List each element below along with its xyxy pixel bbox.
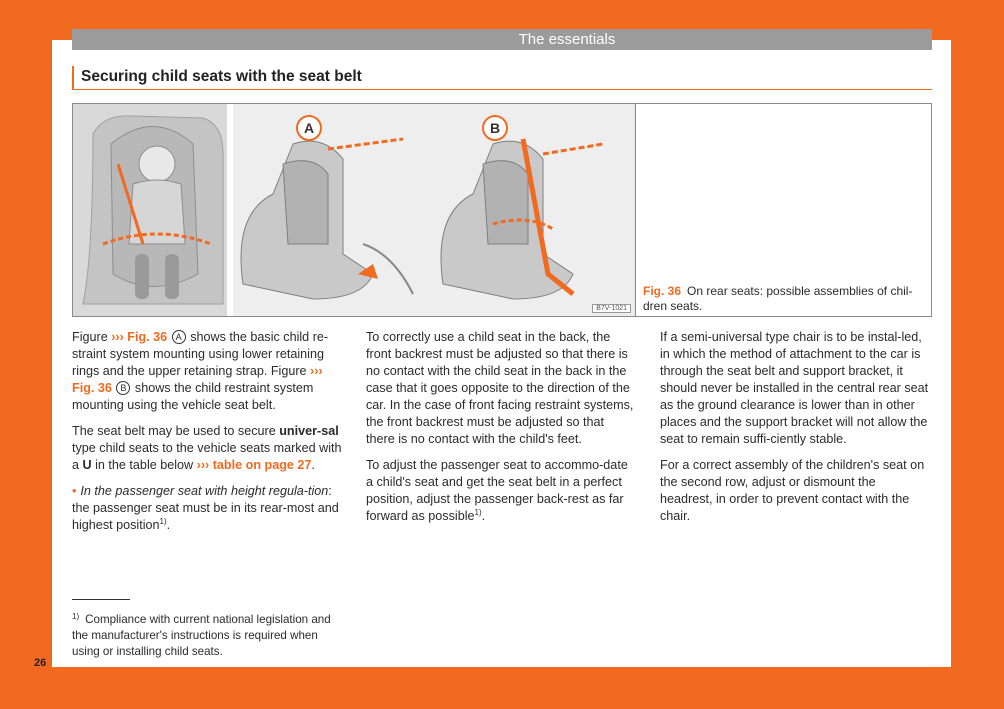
text-run: The seat belt may be used to secure [72,424,276,438]
chapter-title: The essentials [518,31,616,48]
col2-paragraph-1: To correctly use a child seat in the back, the front backrest must be adjusted so that there is no contact with the child seat in the back in the case that it goes opposite to the direction of the car. In the case of front facing restraint systems, the front backrest must be adjusted so that there is no contact with the child's feet. [366,330,634,446]
column-2 [366,329,636,534]
bold-term-u: U [82,458,92,472]
fig-36-link[interactable]: ››› Fig. 36 [111,330,168,344]
text-run: To adjust the passenger seat to accommo-date a child's seat and get the seat belt in a perfect position, adjust the passenger back-rest as far forward as possible [366,458,628,523]
text-run: type child seats to the vehicle seats marked with a [72,441,342,472]
child-leg-left [135,254,149,299]
panel-divider [227,104,233,316]
text-run: in the table below [95,458,194,472]
column-3 [660,329,930,534]
label-a-text: A [303,120,315,136]
col1-paragraph-2 [72,423,342,474]
figure-code: B7V-1021 [592,304,631,313]
footnote-mark: 1) [72,612,80,621]
text-run: shows the child restraint system mounting using the vehicle seat belt. [72,381,314,412]
col3-paragraph-2: For a correct assembly of the children's seat on the second row, adjust or dismount the headrest, in order to prevent contact with the chair. [660,458,925,523]
column-1 [72,329,342,543]
footnote-divider [72,599,130,600]
text-run: . [311,458,315,472]
seat-b-backrest [483,161,528,244]
child-leg-right [165,254,179,299]
italic-condition: In the passenger seat with height regula-tion [80,484,329,498]
figure-36 [72,103,932,317]
fig-36-link[interactable]: ››› Fig. 36 [72,364,323,395]
child-head [139,146,175,182]
text-run: : the passenger seat must be in its rear-most and highest position [72,484,339,532]
caption-figure-number: Fig. 36 [643,284,682,298]
chapter-header-bar [72,29,932,50]
text-run: . [166,518,171,532]
footnote-ref[interactable]: 1) [159,516,167,526]
circle-label-b: B [116,381,130,395]
circle-label-a: A [172,330,186,344]
bold-term-universal: univer-sal [279,424,339,438]
page-number: 26 [34,657,47,669]
text-run: . [481,509,486,523]
seat-a-backrest [283,161,328,244]
illustration-svg [73,104,634,316]
child-seat-illustration [73,104,636,316]
col1-paragraph-1 [72,329,342,414]
footnote-ref[interactable]: 1) [474,507,482,517]
section-title: Securing child seats with the seat belt [81,68,362,85]
col3-paragraph-1: If a semi-universal type chair is to be instal-led, in which the method of attachment to the car is through the seat belt and support bracket, it should never be installed in the central rear seat as the ground clearance is lower than in other places and the support bracket will not allow the seat to remain suffi-ciently stable. [660,330,929,446]
bullet-icon: • [72,484,77,498]
footnote-text: Compliance with current national legislation and the manufacturer's instructions is required when using or installing child seats. [72,613,331,658]
table-page-link[interactable]: ››› table on page 27 [196,458,312,472]
col2-paragraph-2 [366,457,636,525]
text-run: shows the basic child re-straint system mounting using lower retaining rings and the upper retaining strap. Figure [72,330,329,378]
col1-paragraph-3 [72,483,342,534]
caption-text: On rear seats: possible assemblies of chil-dren seats. [643,284,913,313]
label-b-text: B [489,120,501,136]
text-run: Figure [72,330,108,344]
footnote [72,609,342,660]
section-heading [72,66,932,90]
figure-caption [643,284,923,314]
